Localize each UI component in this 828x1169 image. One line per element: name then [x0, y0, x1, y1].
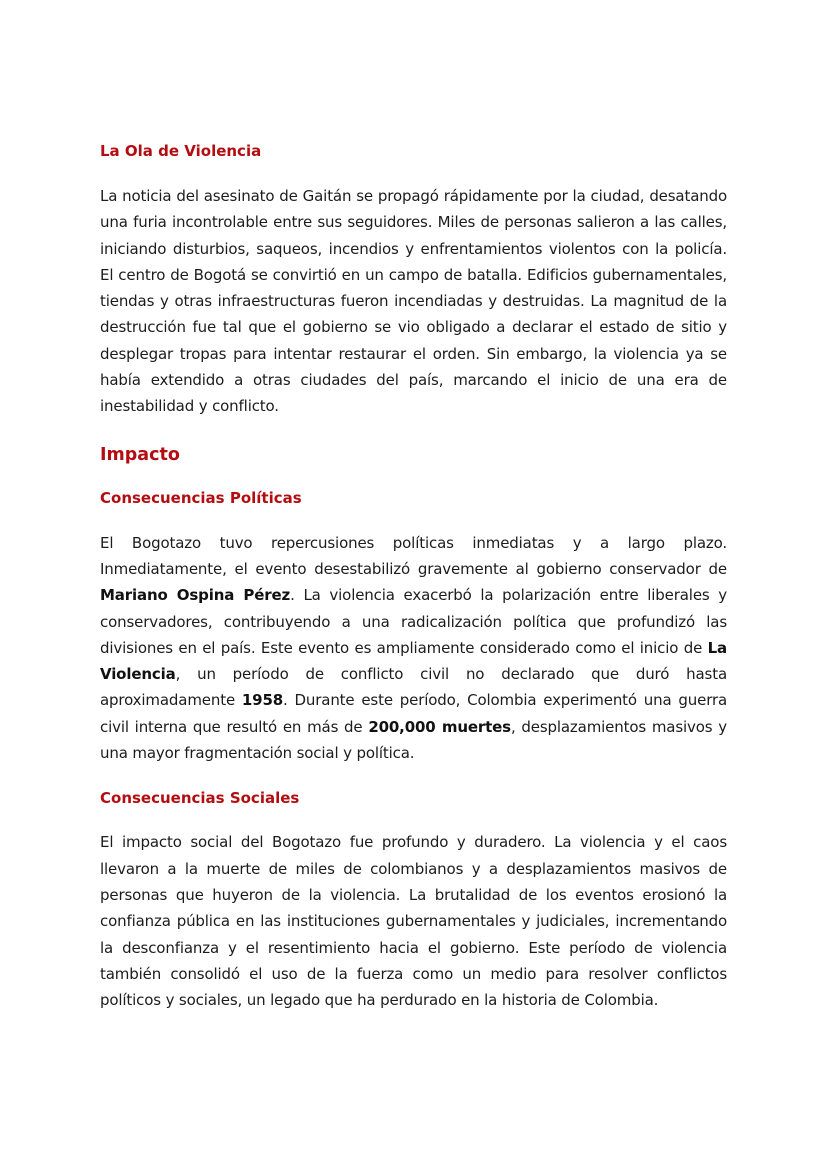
bold-deaths-count: 200,000 muertes — [368, 717, 511, 736]
paragraph-consecuencias-politicas — [100, 530, 727, 767]
text-run: . Durante este período, Colombia experimentó una guerra civil interna que resultó en más de — [100, 691, 728, 736]
text-run: El Bogotazo tuvo repercusiones políticas inmediatas y a largo plazo. Inmediatamente, el evento desestabilizó gravemente al gobierno conservador de — [100, 533, 727, 578]
bold-la-violencia: La Violencia — [100, 638, 727, 684]
text-run: , desplazamientos masivos y una mayor fragmentación social y política. — [100, 717, 727, 763]
section-title-impacto: Impacto — [100, 444, 180, 465]
bold-name-ospina: Mariano Ospina Pérez — [100, 586, 291, 605]
document-page — [100, 140, 727, 1013]
section-title-consecuencias-sociales: Consecuencias Sociales — [100, 789, 300, 808]
paragraph-consecuencias-sociales: El impacto social del Bogotazo fue profundo y duradero. La violencia y el caos llevaron a la muerte de miles de colombianos y a desplazamientos masivos de personas que huyeron de la violencia. La brutalidad de los eventos erosionó la confianza pública en las instituciones gubernamentales y judiciales, incrementando la desconfianza y el resentimiento hacia el gobierno. Este período de violencia también consolidó el uso de la fuerza como un medio para resolver conflictos políticos y sociales, un legado que ha perdurado en la historia de Colombia. — [100, 833, 727, 1010]
section-title-ola-de-violencia: La Ola de Violencia — [100, 142, 262, 160]
text-run: . La violencia exacerbó la polarización entre liberales y conservadores, contribuyendo a una radicalización política que profundizó las divisiones en el país. Este evento es ampliamente considerado como el inicio de — [100, 586, 728, 657]
section-title-consecuencias-politicas: Consecuencias Políticas — [100, 488, 302, 507]
bold-year-1958: 1958 — [241, 691, 284, 710]
paragraph-ola-de-violencia: La noticia del asesinato de Gaitán se propagó rápidamente por la ciudad, desatando una furia incontrolable entre sus seguidores. Miles de personas salieron a las calles, iniciando disturbios, saqueos, incendios y enfrentamientos violentos con la policía. El centro de Bogotá se convirtió en un campo de batalla. Edificios gubernamentales, tiendas y otras infraestructuras fueron incendiadas y destruidas. La magnitud de la destrucción fue tal que el gobierno se vio obligado a declarar el estado de sitio y desplegar tropas para intentar restaurar el orden. Sin embargo, la violencia ya se había extendido a otras ciudades del país, marcando el inicio de una era de inestabilidad y conflicto. — [100, 187, 727, 416]
text-run: , un período de conflicto civil no declarado que duró hasta aproximadamente — [100, 665, 727, 710]
